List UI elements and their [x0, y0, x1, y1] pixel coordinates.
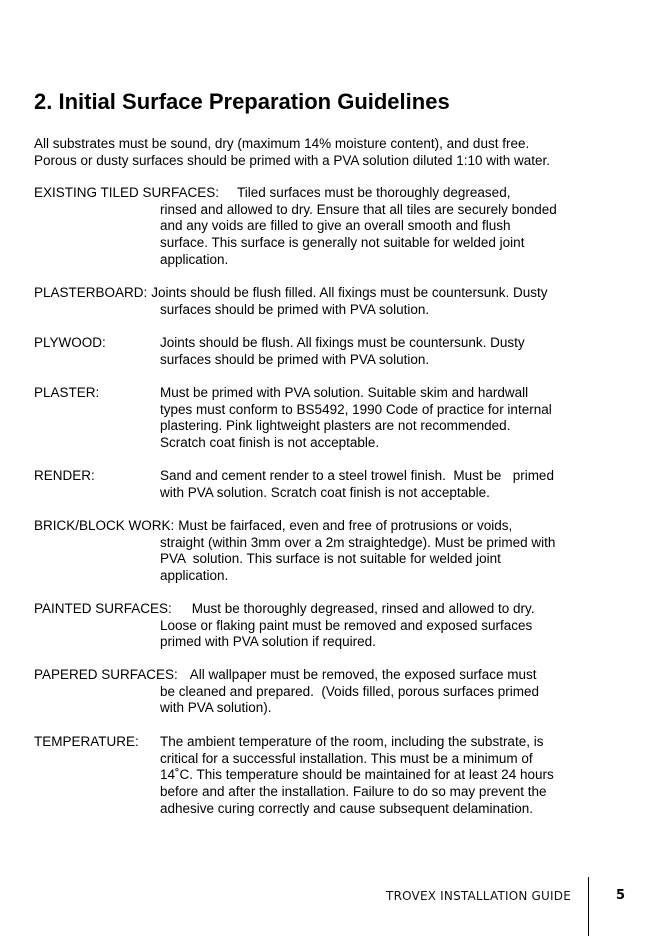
section-text: Scratch coat finish is not acceptable.: [160, 435, 380, 451]
section-text: The ambient temperature of the room, including the substrate, is: [160, 734, 544, 749]
section-label: PLASTER:: [34, 385, 100, 400]
intro-paragraph: [34, 136, 550, 169]
section-text: 14˚C. This temperature should be maintained for at least 24 hours: [160, 767, 554, 783]
section-text: adhesive curing correctly and cause subsequent delamination.: [160, 800, 533, 816]
section-text: Joints should be flush filled. All fixings must be countersunk. Dusty: [151, 285, 548, 300]
section-text: Sand and cement render to a steel trowel finish. Must be primed: [160, 468, 554, 483]
footer-divider: [588, 877, 589, 936]
section-label: RENDER:: [34, 468, 95, 483]
section-papered-surfaces: [34, 667, 539, 717]
section-text: All wallpaper must be removed, the exposed surface must: [189, 667, 537, 682]
section-text: and any voids are filled to give an overall smooth and flush: [160, 218, 511, 234]
section-plasterboard: [34, 285, 547, 318]
footer-guide-name: TROVEX INSTALLATION GUIDE: [386, 889, 571, 903]
section-text: straight (within 3mm over a 2m straightedge). Must be primed with: [160, 534, 556, 550]
section-text: Loose or flaking paint must be removed and exposed surfaces: [160, 617, 533, 633]
section-existing-tiled-surfaces: [34, 185, 557, 268]
section-text: with PVA solution).: [160, 700, 272, 716]
section-brick-block-work: [34, 518, 555, 585]
section-plywood: [34, 335, 525, 368]
section-text: types must conform to BS5492, 1990 Code of practice for internal: [160, 401, 552, 417]
intro-line: All substrates must be sound, dry (maximum 14% moisture content), and dust free.: [34, 136, 530, 151]
section-text: critical for a successful installation. This must be a minimum of: [160, 750, 533, 766]
section-render: [34, 468, 554, 501]
page-number: 5: [616, 888, 626, 903]
section-text: with PVA solution. Scratch coat finish is not acceptable.: [160, 484, 490, 500]
page-title: 2. Initial Surface Preparation Guidelines: [34, 89, 450, 114]
section-text: Must be thoroughly degreased, rinsed and allowed to dry.: [191, 601, 535, 616]
section-painted-surfaces: [34, 601, 535, 651]
section-text: surfaces should be primed with PVA solution.: [160, 301, 430, 317]
section-label: PAINTED SURFACES:: [34, 601, 172, 616]
section-label: PAPERED SURFACES:: [34, 667, 178, 682]
section-text: rinsed and allowed to dry. Ensure that all tiles are securely bonded: [160, 201, 557, 217]
intro-line: Porous or dusty surfaces should be primed with a PVA solution diluted 1:10 with water.: [34, 152, 551, 168]
section-text: application.: [160, 568, 229, 584]
section-label: TEMPERATURE:: [34, 734, 139, 749]
section-text: Must be fairfaced, even and free of protrusions or voids,: [178, 518, 513, 533]
section-text: application.: [160, 251, 229, 267]
section-label: PLYWOOD:: [34, 335, 106, 350]
section-text: before and after the installation. Failure to do so may prevent the: [160, 784, 547, 800]
section-text: surfaces should be primed with PVA solution.: [160, 351, 430, 367]
section-text: PVA solution. This surface is not suitable for welded joint: [160, 551, 501, 567]
section-label: PLASTERBOARD:: [34, 285, 148, 300]
section-label: BRICK/BLOCK WORK:: [34, 518, 175, 533]
section-text: Must be primed with PVA solution. Suitable skim and hardwall: [160, 385, 529, 400]
section-label: EXISTING TILED SURFACES:: [34, 185, 220, 200]
section-text: plastering. Pink lightweight plasters are not recommended.: [160, 418, 511, 434]
section-text: Joints should be flush. All fixings must be countersunk. Dusty: [160, 335, 525, 350]
section-temperature: [34, 734, 554, 817]
section-text: primed with PVA solution if required.: [160, 634, 376, 650]
section-text: Tiled surfaces must be thoroughly degreased,: [237, 185, 511, 200]
section-text: surface. This surface is generally not suitable for welded joint: [160, 235, 525, 251]
section-plaster: [34, 385, 552, 452]
section-text: be cleaned and prepared. (Voids filled, porous surfaces primed: [160, 683, 539, 699]
